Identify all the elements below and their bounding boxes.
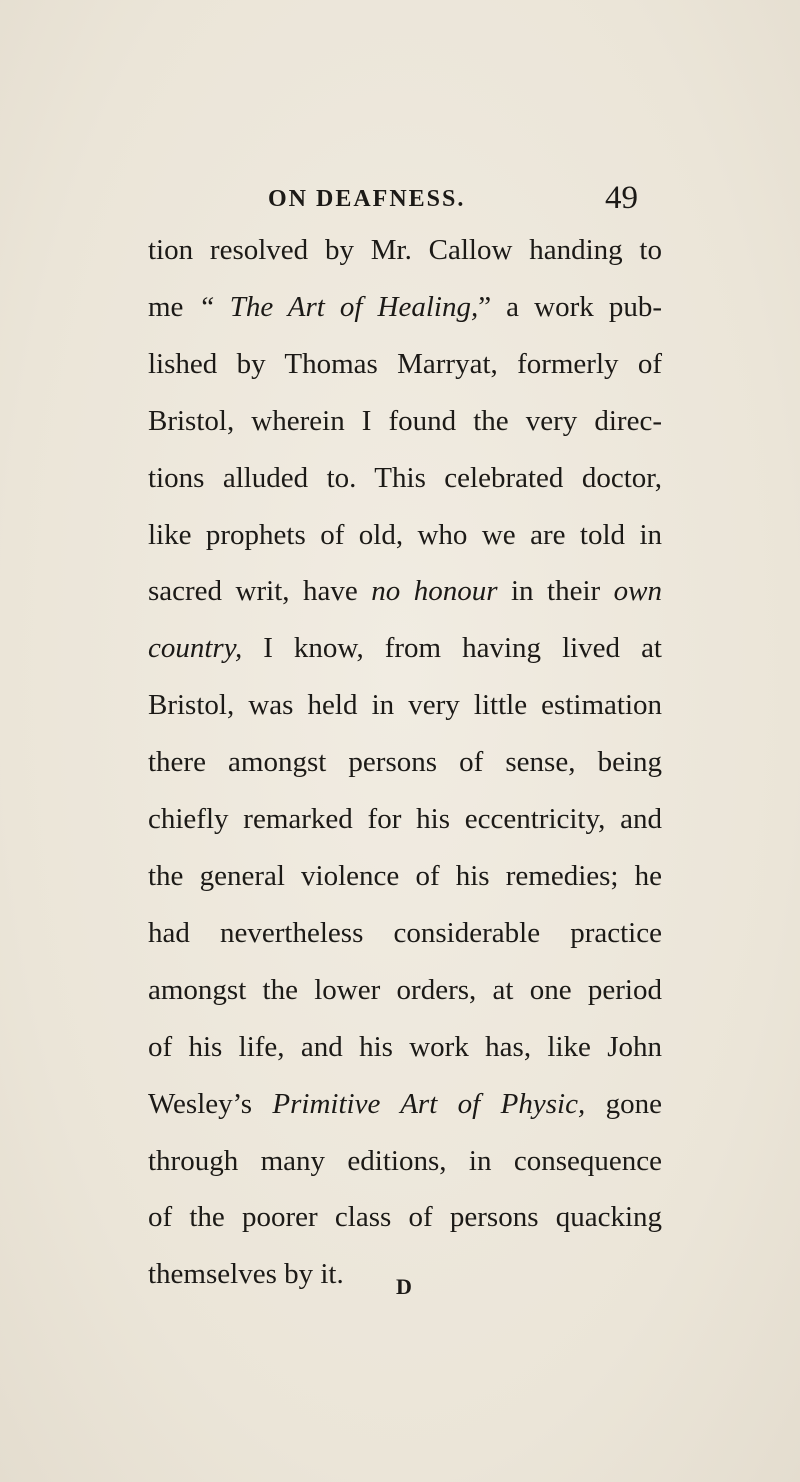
text-segment: through many editions, in consequence xyxy=(148,1144,662,1177)
text-line xyxy=(148,507,662,564)
text-segment: tion resolved by Mr. Callow handing to xyxy=(148,234,662,266)
text-line xyxy=(148,336,662,393)
text-segment: I know, from having lived at xyxy=(242,632,662,665)
text-line xyxy=(148,563,662,620)
text-segment: there amongst persons of sense, being xyxy=(148,746,662,779)
text-line xyxy=(148,905,662,962)
text-segment: Bristol, wherein I found the very direc- xyxy=(148,404,662,437)
italic-text: no honour xyxy=(371,575,498,608)
page-number: 49 xyxy=(605,180,638,216)
italic-text: own xyxy=(613,575,662,608)
body-text xyxy=(148,222,662,1303)
text-segment: themselves by it. xyxy=(148,1258,344,1291)
text-segment: of the poorer class of persons quacking xyxy=(148,1201,662,1234)
text-line xyxy=(148,1133,662,1190)
text-line xyxy=(148,1019,662,1076)
text-segment: me xyxy=(148,290,199,323)
text-segment: chiefly remarked for his eccentricity, and xyxy=(148,803,662,836)
text-segment: gone xyxy=(585,1087,663,1120)
text-line xyxy=(148,620,662,677)
text-line xyxy=(148,279,662,336)
text-segment: like prophets of old, who we are told in xyxy=(148,518,662,551)
text-segment: Bristol, was held in very little estimation xyxy=(148,689,662,722)
italic-text: Primitive Art of Physic, xyxy=(272,1087,586,1120)
text-segment: of his life, and his work has, like John xyxy=(148,1030,662,1063)
running-head-title: ON DEAFNESS. xyxy=(268,186,466,212)
text-segment: amongst the lower orders, at one period xyxy=(148,973,662,1006)
text-segment: had nevertheless considerable practice xyxy=(148,916,662,949)
text-line xyxy=(148,222,662,279)
text-segment: tions alluded to. This celebrated doctor, xyxy=(148,461,662,494)
signature-mark: D xyxy=(396,1274,412,1299)
text-segment: lished by Thomas Marryat, formerly of xyxy=(148,347,662,380)
text-segment: sacred writ, have xyxy=(148,575,372,608)
text-segment: in their xyxy=(497,575,614,608)
text-line xyxy=(148,791,662,848)
text-line xyxy=(148,450,662,507)
text-segment: Wesley’s xyxy=(148,1087,273,1120)
text-segment: ” a work pub- xyxy=(478,290,662,323)
text-segment: the general violence of his remedies; he xyxy=(148,859,662,892)
text-line xyxy=(148,393,662,450)
running-head xyxy=(268,180,638,226)
text-line xyxy=(148,1189,662,1246)
text-line xyxy=(148,734,662,791)
text-line xyxy=(148,962,662,1019)
italic-text: country, xyxy=(148,632,243,665)
text-line xyxy=(148,677,662,734)
text-line xyxy=(148,1076,662,1133)
text-line xyxy=(148,848,662,905)
italic-text: “ The Art of Healing, xyxy=(198,290,479,323)
